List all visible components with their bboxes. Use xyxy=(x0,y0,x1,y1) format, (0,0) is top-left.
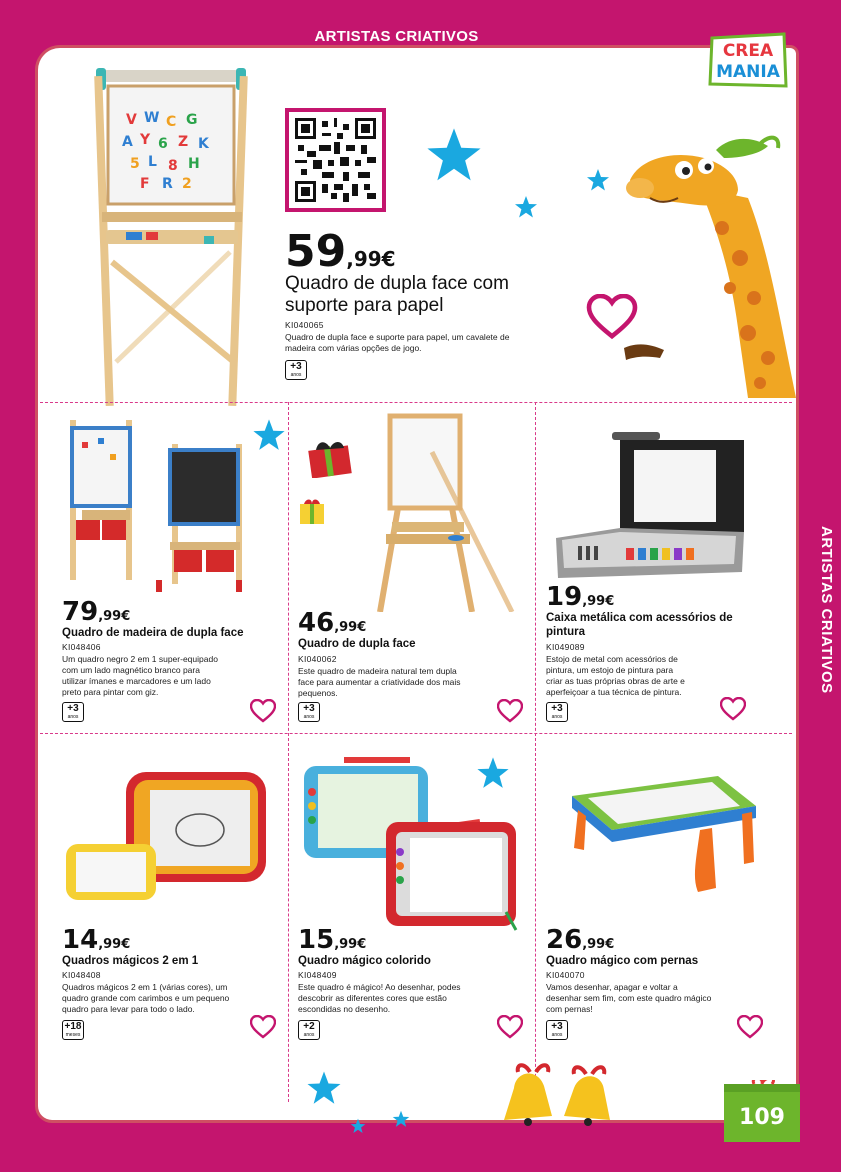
product-5-price-int: 15 xyxy=(298,925,335,955)
product-1-heart-icon[interactable] xyxy=(250,699,276,723)
product-3-desc-4: aperfeiçoar a tua técnica de pintura. xyxy=(546,687,682,697)
star-icon xyxy=(476,756,510,790)
product-2-age: +3 xyxy=(303,703,315,714)
svg-text:C: C xyxy=(166,114,177,130)
product-2-sku: KI040062 xyxy=(298,654,337,664)
svg-text:R: R xyxy=(162,176,173,192)
product-2-age-badge xyxy=(298,702,320,722)
product-6-desc-3: com pernas! xyxy=(546,1004,593,1014)
product-3-name: Caixa metálica com acessórios de xyxy=(546,612,733,624)
hero-product-name-1: Quadro de dupla face com xyxy=(285,273,509,294)
svg-text:Y: Y xyxy=(140,132,151,148)
grid-divider xyxy=(535,402,536,1102)
product-3-age-badge xyxy=(546,702,568,722)
product-6-desc-1: Vamos desenhar, apagar e voltar a xyxy=(546,982,678,992)
svg-text:5: 5 xyxy=(130,156,140,172)
product-3-desc-1: Estojo de metal com acessórios de xyxy=(546,654,678,664)
product-1-desc-3: utilizar ímanes e marcadores e um lado xyxy=(62,676,211,686)
product-3-name-2: pintura xyxy=(546,626,585,638)
page-number-box xyxy=(724,1080,800,1142)
product-image-3 xyxy=(556,432,746,582)
hero-sku: KI040065 xyxy=(285,320,324,330)
product-3-sku: KI049089 xyxy=(546,642,585,652)
product-3-price-dec: ,99€ xyxy=(582,594,615,609)
svg-text:F: F xyxy=(140,176,150,192)
product-6-heart-icon[interactable] xyxy=(737,1015,763,1039)
star-icon xyxy=(586,168,610,192)
product-6-sku: KI040070 xyxy=(546,970,585,980)
product-1-sku: KI048406 xyxy=(62,642,101,652)
star-icon xyxy=(252,418,286,452)
product-4-price-dec: ,99€ xyxy=(98,937,131,952)
product-6-desc-2: desenhar sem fim, com este quadro mágico xyxy=(546,993,712,1003)
product-3-desc-3: criar as tuas próprias obras de arte e xyxy=(546,676,685,686)
product-2-heart-icon[interactable] xyxy=(497,699,523,723)
page-number: 109 xyxy=(739,1105,785,1130)
svg-text:V: V xyxy=(126,112,137,128)
gift-icon xyxy=(304,436,354,478)
product-5-price xyxy=(298,925,366,955)
product-4-heart-icon[interactable] xyxy=(250,1015,276,1039)
product-4-age: +18 xyxy=(64,1021,82,1032)
product-1-age: +3 xyxy=(67,703,79,714)
product-6-age: +3 xyxy=(551,1021,563,1032)
hero-desc-1: Quadro de dupla face e suporte para papel, um cavalete de xyxy=(285,332,510,342)
product-5-age-unit: anos xyxy=(303,1032,315,1038)
product-1-price-dec: ,99€ xyxy=(98,609,131,624)
product-1-name: Quadro de madeira de dupla face xyxy=(62,627,244,639)
creamania-logo xyxy=(706,30,790,90)
svg-text:6: 6 xyxy=(158,136,168,152)
product-image-6 xyxy=(566,770,762,900)
product-2-price-int: 46 xyxy=(298,608,335,638)
grid-divider xyxy=(288,402,289,1102)
product-2-price xyxy=(298,608,366,638)
product-6-price-int: 26 xyxy=(546,925,583,955)
hero-easel-image xyxy=(86,62,256,410)
product-4-age-unit: meses xyxy=(65,1032,81,1038)
svg-text:L: L xyxy=(148,154,157,170)
hero-price-int: 59 xyxy=(285,226,347,277)
product-5-heart-icon[interactable] xyxy=(497,1015,523,1039)
product-1-desc-4: preto para pintar com giz. xyxy=(62,687,159,697)
star-icon xyxy=(306,1070,342,1106)
product-image-4 xyxy=(62,768,272,902)
product-2-desc-1: Este quadro de madeira natural tem dupla xyxy=(298,666,457,676)
side-section-title: ARTISTAS CRIATIVOS xyxy=(818,526,835,694)
svg-text:8: 8 xyxy=(168,158,178,174)
svg-text:A: A xyxy=(122,134,133,150)
product-2-age-unit: anos xyxy=(303,714,315,720)
hero-product-name-2: suporte para papel xyxy=(285,295,444,316)
product-1-price xyxy=(62,597,130,627)
product-image-2 xyxy=(372,412,520,612)
product-2-name: Quadro de dupla face xyxy=(298,638,416,650)
product-3-age: +3 xyxy=(551,703,563,714)
star-icon xyxy=(392,1110,410,1128)
product-1-price-int: 79 xyxy=(62,597,99,627)
hero-age: +3 xyxy=(290,361,302,372)
product-3-heart-icon[interactable] xyxy=(720,697,746,721)
product-4-sku: KI048408 xyxy=(62,970,101,980)
product-3-price xyxy=(546,582,614,612)
product-5-age: +2 xyxy=(303,1021,315,1032)
product-3-price-int: 19 xyxy=(546,582,583,612)
product-6-age-unit: anos xyxy=(551,1032,563,1038)
product-4-age-badge xyxy=(62,1020,84,1040)
svg-text:2: 2 xyxy=(182,176,192,192)
hero-price-dec: ,99€ xyxy=(346,247,396,271)
product-2-desc-2: face para aumentar a criatividade dos mais xyxy=(298,677,461,687)
product-1-desc-1: Um quadro negro 2 em 1 super-equipado xyxy=(62,654,218,664)
product-6-age-badge xyxy=(546,1020,568,1040)
product-6-name: Quadro mágico com pernas xyxy=(546,955,699,967)
product-4-price xyxy=(62,925,130,955)
page-header-title: ARTISTAS CRIATIVOS xyxy=(314,28,479,45)
star-icon xyxy=(514,195,538,219)
star-icon xyxy=(350,1118,366,1134)
product-3-age-unit: anos xyxy=(551,714,563,720)
svg-text:W: W xyxy=(144,110,160,126)
product-5-desc-1: Este quadro é mágico! Ao desenhar, podes xyxy=(298,982,461,992)
product-6-price xyxy=(546,925,614,955)
hero-age-badge xyxy=(285,360,307,380)
bells-decoration xyxy=(494,1058,634,1132)
logo-line1: CREA xyxy=(722,41,774,61)
qr-code[interactable] xyxy=(285,108,386,212)
product-5-name: Quadro mágico colorido xyxy=(298,955,431,967)
svg-text:H: H xyxy=(188,156,200,172)
product-4-name: Quadros mágicos 2 em 1 xyxy=(62,955,199,967)
product-5-sku: KI048409 xyxy=(298,970,337,980)
qr-pattern xyxy=(295,118,376,202)
product-4-price-int: 14 xyxy=(62,925,99,955)
svg-text:G: G xyxy=(186,112,198,128)
grid-divider xyxy=(40,402,792,403)
product-image-1 xyxy=(58,414,254,592)
product-5-desc-3: escondidas no desenho. xyxy=(298,1004,391,1014)
hero-age-unit: anos xyxy=(290,372,302,378)
product-6-price-dec: ,99€ xyxy=(582,937,615,952)
product-2-desc-3: pequenos. xyxy=(298,688,338,698)
product-4-desc-1: Quadros mágicos 2 em 1 (várias cores), um xyxy=(62,982,228,992)
product-5-desc-2: descobrir as diferentes cores que estão xyxy=(298,993,447,1003)
hero-desc-2: madeira com várias opções de jogo. xyxy=(285,343,422,353)
product-5-age-badge xyxy=(298,1020,320,1040)
product-5-price-dec: ,99€ xyxy=(334,937,367,952)
product-1-age-unit: anos xyxy=(67,714,79,720)
hero-price xyxy=(285,226,396,277)
giraffe-mascot xyxy=(620,128,796,398)
gift-icon xyxy=(296,496,328,526)
svg-text:Z: Z xyxy=(178,134,189,150)
product-1-age-badge xyxy=(62,702,84,722)
product-1-desc-2: com um lado magnético branco para xyxy=(62,665,200,675)
product-3-desc-2: pintura, um estojo de pintura para xyxy=(546,665,674,675)
logo-line2: MANIA xyxy=(716,62,780,82)
grid-divider xyxy=(40,733,792,734)
svg-text:K: K xyxy=(198,136,209,152)
star-icon xyxy=(425,126,483,184)
product-2-price-dec: ,99€ xyxy=(334,620,367,635)
product-4-desc-3: quadro para levar para todo o lado. xyxy=(62,1004,195,1014)
product-4-desc-2: quadro grande com carimbos e um pequeno xyxy=(62,993,230,1003)
